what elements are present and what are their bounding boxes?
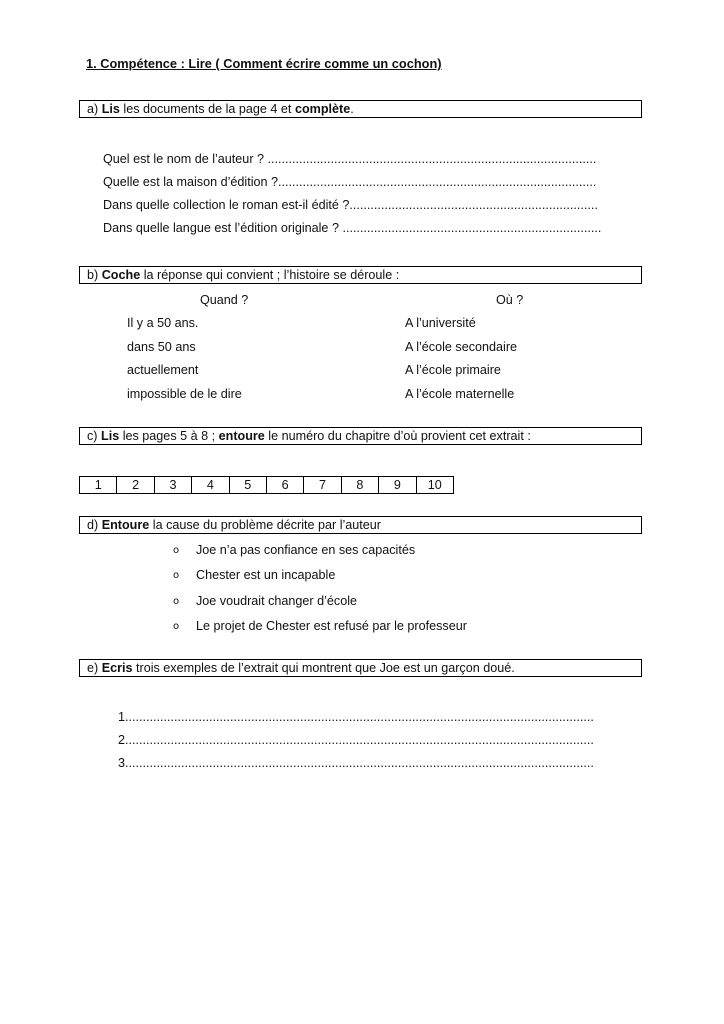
chapter-cell[interactable]: 10 bbox=[416, 477, 453, 494]
section-a-verb-complete: complète bbox=[294, 102, 351, 116]
section-d-rest: la cause du problème décrite par l’auteur bbox=[149, 518, 381, 532]
bullet-icon: o bbox=[173, 570, 180, 581]
section-d-prefix: d) bbox=[87, 518, 102, 532]
section-c-middle: les pages 5 à 8 ; bbox=[119, 429, 219, 443]
answer-line-2[interactable]: 2...................................................................................................................................... bbox=[118, 733, 594, 747]
section-e-prefix: e) bbox=[87, 661, 102, 675]
section-c-prefix: c) bbox=[87, 429, 101, 443]
when-option[interactable]: dans 50 ans bbox=[127, 340, 196, 354]
column-header-when: Quand ? bbox=[200, 293, 249, 307]
where-option[interactable]: A l’école maternelle bbox=[405, 387, 515, 401]
cause-option[interactable]: Le projet de Chester est refusé par le professeur bbox=[196, 619, 467, 633]
answer-line-3[interactable]: 3...................................................................................................................................... bbox=[118, 756, 594, 770]
when-option[interactable]: impossible de le dire bbox=[127, 387, 242, 401]
page-title: 1. Compétence : Lire ( Comment écrire comme un cochon) bbox=[86, 56, 442, 71]
chapter-cell[interactable]: 5 bbox=[229, 477, 266, 494]
section-a-instruction bbox=[79, 100, 642, 118]
chapter-cell[interactable]: 3 bbox=[154, 477, 191, 494]
section-a-prefix: a) bbox=[87, 102, 102, 116]
chapter-cell[interactable]: 6 bbox=[266, 477, 303, 494]
section-d-verb-entoure: Entoure bbox=[101, 518, 150, 532]
bullet-icon: o bbox=[173, 596, 180, 607]
section-e-instruction bbox=[79, 659, 642, 677]
where-option[interactable]: A l’école primaire bbox=[405, 363, 501, 377]
section-c-verb-lis: Lis bbox=[101, 429, 120, 443]
section-b-instruction bbox=[79, 266, 642, 284]
section-e-rest: trois exemples de l’extrait qui montrent que Joe est un garçon doué. bbox=[132, 661, 515, 675]
chapter-cell[interactable]: 7 bbox=[304, 477, 341, 494]
section-c-rest: le numéro du chapitre d’où provient cet extrait : bbox=[264, 429, 531, 443]
answer-line-1[interactable]: 1...................................................................................................................................... bbox=[118, 710, 594, 724]
column-header-where: Où ? bbox=[496, 293, 524, 307]
question-original-language[interactable]: Dans quelle langue est l’édition originale ? .......................................................................... bbox=[103, 221, 602, 235]
section-b-prefix: b) bbox=[87, 268, 102, 282]
question-publisher[interactable]: Quelle est la maison d’édition ?........................................................................................... bbox=[103, 175, 597, 189]
section-a-suffix: . bbox=[350, 102, 354, 116]
where-option[interactable]: A l’école secondaire bbox=[405, 340, 518, 354]
section-a-middle: les documents de la page 4 et bbox=[119, 102, 295, 116]
cause-option[interactable]: Joe voudrait changer d’école bbox=[196, 594, 358, 608]
chapter-cell[interactable]: 9 bbox=[379, 477, 416, 494]
section-c-instruction bbox=[79, 427, 642, 445]
section-b-rest: la réponse qui convient ; l’histoire se déroule : bbox=[140, 268, 400, 282]
bullet-icon: o bbox=[173, 621, 180, 632]
question-author[interactable]: Quel est le nom de l’auteur ? .............................................................................................. bbox=[103, 152, 597, 166]
when-option[interactable]: actuellement bbox=[127, 363, 199, 377]
section-a-verb-lis: Lis bbox=[101, 102, 120, 116]
chapter-cell[interactable]: 4 bbox=[192, 477, 229, 494]
cause-option[interactable]: Chester est un incapable bbox=[196, 568, 336, 582]
question-collection[interactable]: Dans quelle collection le roman est-il édité ?....................................................................... bbox=[103, 198, 598, 212]
chapter-cell[interactable]: 1 bbox=[80, 477, 117, 494]
chapter-cell[interactable]: 2 bbox=[117, 477, 154, 494]
where-option[interactable]: A l’université bbox=[405, 316, 476, 330]
chapter-number-table bbox=[79, 476, 454, 494]
when-option[interactable]: Il y a 50 ans. bbox=[127, 316, 199, 330]
section-e-verb-ecris: Ecris bbox=[101, 661, 133, 675]
section-d-instruction bbox=[79, 516, 642, 534]
cause-option[interactable]: Joe n’a pas confiance en ses capacités bbox=[196, 543, 416, 557]
chapter-cell[interactable]: 8 bbox=[341, 477, 378, 494]
section-c-verb-entoure: entoure bbox=[218, 429, 265, 443]
section-b-verb-coche: Coche bbox=[101, 268, 141, 282]
bullet-icon: o bbox=[173, 545, 180, 556]
